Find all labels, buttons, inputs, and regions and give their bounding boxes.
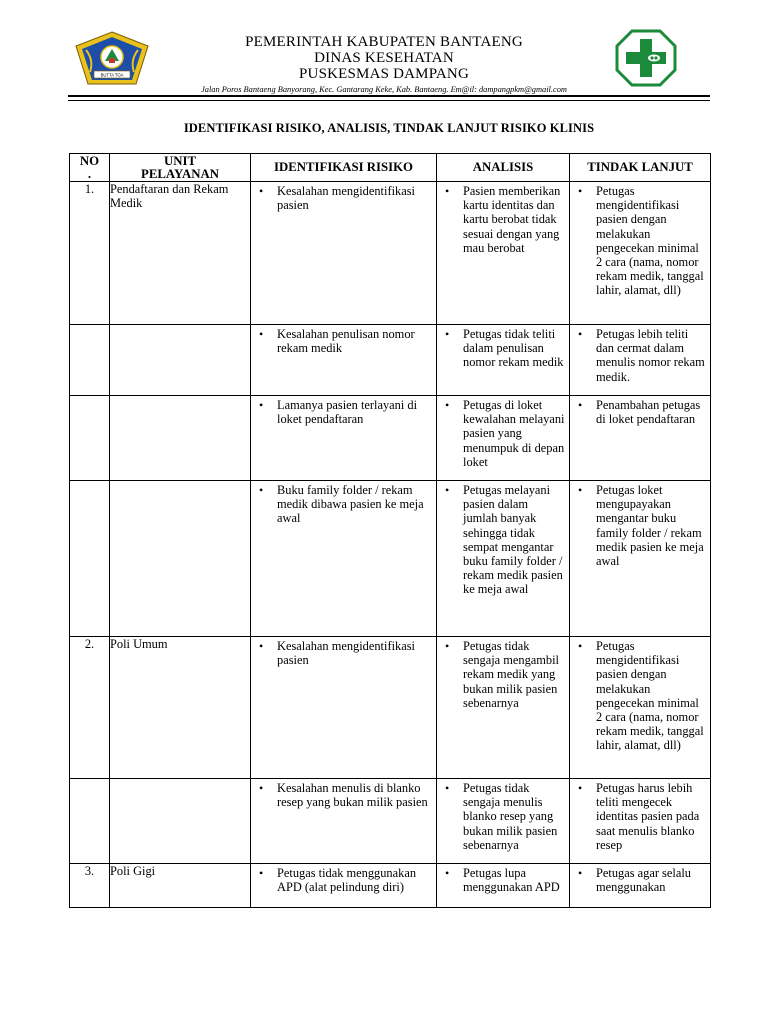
header-no: NO .: [70, 154, 110, 182]
table-row: [70, 864, 711, 908]
cell-unit: [110, 325, 251, 396]
cell-no: [70, 325, 110, 396]
emblem-ribbon-text: BUTTA TOA: [100, 72, 124, 78]
cell-risiko: • Buku family folder / rekam medik dibawa pasien ke meja awal: [251, 481, 437, 637]
bullet-icon: •: [259, 483, 264, 497]
cell-risiko: • Kesalahan mengidentifikasi pasien: [251, 637, 437, 779]
cell-no: 1.: [70, 182, 110, 325]
bullet-icon: •: [259, 639, 264, 653]
puskesmas-logo-icon: [614, 28, 678, 88]
bullet-icon: •: [259, 866, 264, 880]
cell-tindak-lanjut: • Petugas harus lebih teliti mengecek identitas pasien pada saat menulis blanko resep: [570, 779, 711, 864]
bullet-icon: •: [578, 639, 583, 653]
cell-risiko: • Kesalahan mengidentifikasi pasien: [251, 182, 437, 325]
bullet-icon: •: [578, 398, 583, 412]
header-analisis: ANALISIS: [437, 154, 570, 182]
table-row: [70, 325, 711, 396]
bullet-icon: •: [259, 398, 264, 412]
cell-unit: [110, 396, 251, 481]
cell-analisis: • Pasien memberikan kartu identitas dan kartu berobat tidak sesuai dengan yang mau berobat: [437, 182, 570, 325]
cell-no: [70, 481, 110, 637]
cell-tindak-lanjut: • Penambahan petugas di loket pendaftaran: [570, 396, 711, 481]
cell-no: [70, 779, 110, 864]
document-title: IDENTIFIKASI RISIKO, ANALISIS, TINDAK LANJUT RISIKO KLINIS: [183, 121, 595, 135]
bullet-icon: •: [445, 781, 450, 795]
table-header-row: [70, 154, 711, 182]
cell-tindak-lanjut: • Petugas mengidentifikasi pasien dengan melakukan pengecekan minimal 2 cara (nama, nomor rekam medik, tanggal lahir, alamat, dll): [570, 182, 711, 325]
bullet-icon: •: [259, 327, 264, 341]
bullet-icon: •: [445, 398, 450, 412]
bullet-icon: •: [578, 781, 583, 795]
bullet-icon: •: [578, 483, 583, 497]
cell-analisis: • Petugas lupa menggunakan APD: [437, 864, 570, 908]
cell-analisis: • Petugas di loket kewalahan melayani pasien yang menumpuk di depan loket: [437, 396, 570, 481]
table-row: [70, 779, 711, 864]
cell-analisis: • Petugas tidak teliti dalam penulisan nomor rekam medik: [437, 325, 570, 396]
cell-risiko: • Kesalahan penulisan nomor rekam medik: [251, 325, 437, 396]
letterhead-thick-rule: [68, 95, 710, 97]
cell-no: 3.: [70, 864, 110, 908]
cell-tindak-lanjut: • Petugas loket mengupayakan mengantar buku family folder / rekam medik pasien ke meja awal: [570, 481, 711, 637]
cell-risiko: • Petugas tidak menggunakan APD (alat pelindung diri): [251, 864, 437, 908]
cell-analisis: • Petugas tidak sengaja mengambil rekam medik yang bukan milik pasien sebenarnya: [437, 637, 570, 779]
table-row: [70, 182, 711, 325]
cell-no: [70, 396, 110, 481]
bullet-icon: •: [445, 483, 450, 497]
letterhead-thin-rule: [68, 100, 710, 101]
cell-no: 2.: [70, 637, 110, 779]
header-unit: UNIT PELAYANAN: [110, 154, 251, 182]
cell-unit: Poli Umum: [110, 637, 251, 779]
cell-unit: Pendaftaran dan Rekam Medik: [110, 182, 251, 325]
cell-tindak-lanjut: • Petugas agar selalu menggunakan: [570, 864, 711, 908]
cell-tindak-lanjut: • Petugas lebih teliti dan cermat dalam menulis nomor rekam medik.: [570, 325, 711, 396]
cell-unit: [110, 779, 251, 864]
letterhead-puskesmas: PUSKESMAS DAMPANG: [299, 66, 469, 82]
cell-risiko: • Kesalahan menulis di blanko resep yang bukan milik pasien: [251, 779, 437, 864]
letterhead: [160, 34, 608, 94]
bullet-icon: •: [259, 781, 264, 795]
cell-tindak-lanjut: • Petugas mengidentifikasi pasien dengan melakukan pengecekan minimal 2 cara (nama, nomor rekam medik, tanggal lahir, alamat, dll): [570, 637, 711, 779]
letterhead-government: PEMERINTAH KABUPATEN BANTAENG: [245, 34, 523, 50]
letterhead-address: Jalan Poros Bantaeng Banyorang, Kec. Gantarang Keke, Kab. Bantaeng. Em@il: dampangpkm@gmail.com: [201, 85, 567, 94]
cell-unit: [110, 481, 251, 637]
header-risiko: IDENTIFIKASI RISIKO: [251, 154, 437, 182]
cell-risiko: • Lamanya pasien terlayani di loket pendaftaran: [251, 396, 437, 481]
cell-unit: Poli Gigi: [110, 864, 251, 908]
bullet-icon: •: [445, 866, 450, 880]
bullet-icon: •: [445, 184, 450, 198]
bullet-icon: •: [259, 184, 264, 198]
table-row: [70, 396, 711, 481]
bullet-icon: •: [445, 327, 450, 341]
bullet-icon: •: [578, 866, 583, 880]
letterhead-department: DINAS KESEHATAN: [314, 50, 454, 66]
table-row: [70, 481, 711, 637]
bantaeng-emblem-icon: [72, 30, 152, 86]
risk-table: [69, 153, 711, 908]
table-row: [70, 637, 711, 779]
cell-analisis: • Petugas melayani pasien dalam jumlah banyak sehingga tidak sempat mengantar buku family folder / rekam medik pasien ke meja awal: [437, 481, 570, 637]
bullet-icon: •: [578, 327, 583, 341]
header-tindak-lanjut: TINDAK LANJUT: [570, 154, 711, 182]
cell-analisis: • Petugas tidak sengaja menulis blanko resep yang bukan milik pasien sebenarnya: [437, 779, 570, 864]
bullet-icon: •: [578, 184, 583, 198]
bullet-icon: •: [445, 639, 450, 653]
